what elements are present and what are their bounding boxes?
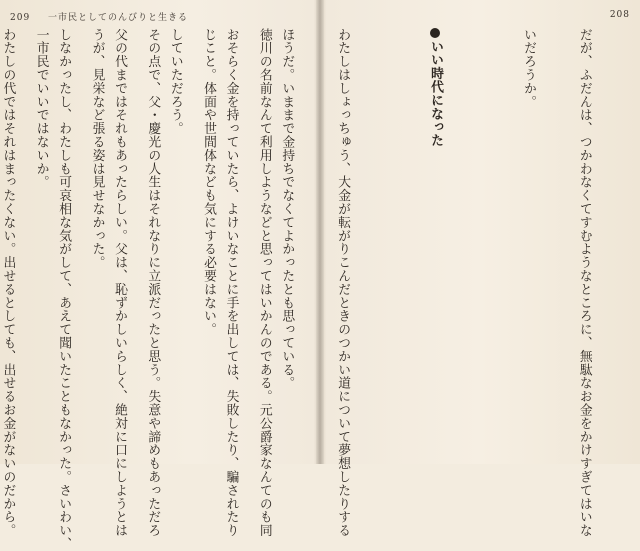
text-column: しなかったし、わたしも可哀相な気がして、あえて聞いたこともなかった。さいわい、 xyxy=(56,28,72,551)
text-column: その点で、父・慶光の人生はそれなりに立派だったと思う。失意や諦めもあっただろ xyxy=(145,28,161,538)
right-running-header xyxy=(610,10,630,20)
right-page-number: 208 xyxy=(609,10,630,20)
text-column: ほうだ。いままで金持ちでなくてよかったとも思っている。 xyxy=(279,28,295,390)
section-heading xyxy=(425,28,444,438)
text-column: わたしの代ではそれはまったくない。出せるとしても、出せるお金がないのだから。 xyxy=(0,28,16,538)
text-column: 徳川の名前なんて利用しようなどと思ってはいかんのである。元公爵家なんてのも同 xyxy=(256,28,272,538)
text-column: だが、ふだんは、つかわなくてすむようなところに、無駄なお金をかけすぎてはいな xyxy=(576,28,592,538)
left-page-number: 209 xyxy=(10,13,31,23)
left-running-title: 一市民としてのんびりと生きる xyxy=(47,13,188,23)
text-column: うが、見栄など張る姿は見せなかった。 xyxy=(89,28,105,270)
text-column: わたしはしょっちゅう、大金が転がりこんだときのつかい道について夢想したりする xyxy=(335,28,351,538)
text-column: じこと。体面や世間体なども気にする必要はない。 xyxy=(201,28,217,337)
bullet-icon xyxy=(430,28,440,38)
text-column: していただろう。 xyxy=(167,28,183,136)
text-column: いだろうか。 xyxy=(521,28,537,109)
section-heading-text: いい時代になった xyxy=(428,40,444,148)
text-column: おそらく金を持っていたら、よけいなことに手を出しては、失敗したり、騙されたり xyxy=(223,28,239,538)
left-running-header xyxy=(10,10,188,23)
text-column: 一市民でいいではないか。 xyxy=(33,28,49,189)
text-column: 父の代まではそれもあったらしい。父は、恥ずかしいらしく、絶対に口にしようとは xyxy=(111,28,127,538)
